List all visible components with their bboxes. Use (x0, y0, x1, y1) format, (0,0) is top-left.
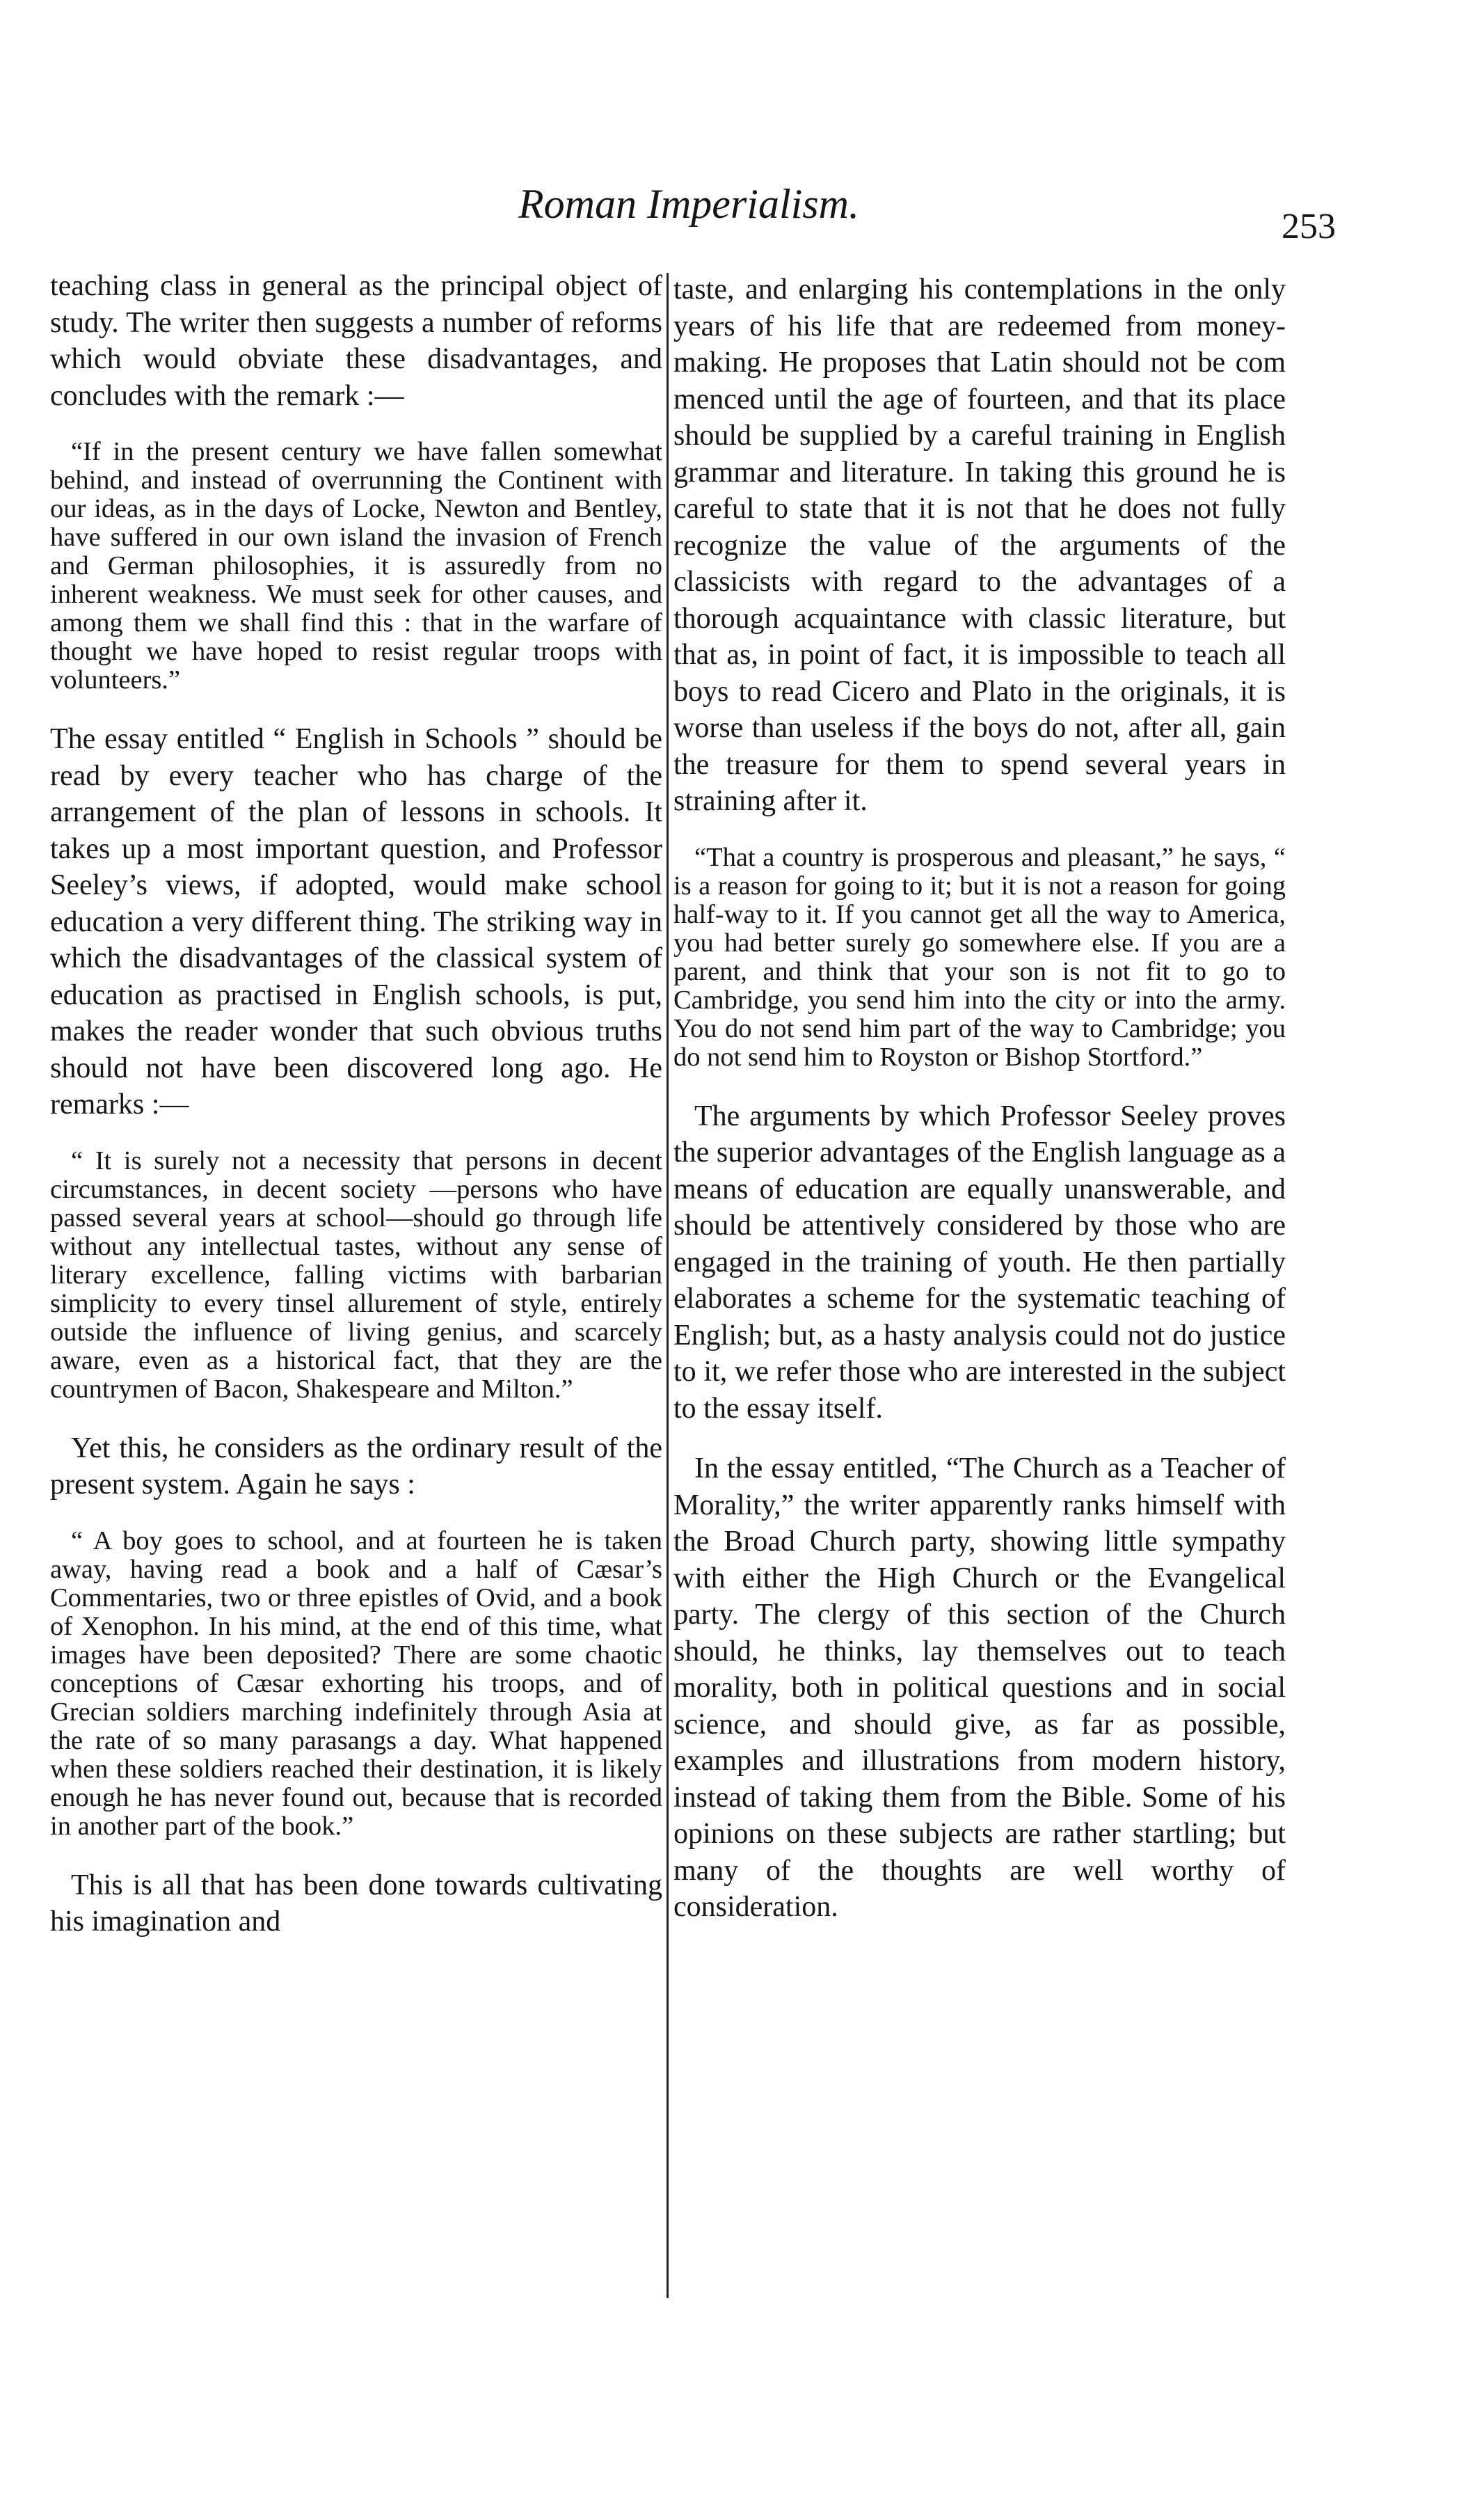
paragraph: taste, and enlarging his contemplations in the only years of his life that are redeemed from money-making. He proposes that Latin should not be com menced until the age of fourteen, and that its place should be supplied by a careful training in English grammar and literature. In taking this ground he is careful to state that it is not that he does not fully recognize the value of the arguments of the classicists with regard to the advantages of a thorough acquaintance with classic literature, but that as, in point of fact, it is impossible to teach all boys to read Cicero and Plato in the originals, it is worse than useless if the boys do not, after all, gain the treasure for them to spend several years in straining after it. (673, 274, 1286, 817)
block-quote: “ A boy goes to school, and at fourteen he is taken away, having read a book and a half of Cæsar’s Commentaries, two or three epistles of Ovid, and a book of Xenophon. In his mind, at the end of this time, what images have been deposited? There are some chaotic conceptions of Cæsar exhorting his troops, and of Grecian soldiers marching indefinitely through Asia at the rate of so many parasangs a day. What happened when these soldiers reached their destination, it is likely enough he has never found out, because that is recorded in another part of the book.” (50, 1526, 662, 1841)
page-number: 253 (1282, 207, 1336, 246)
running-title: Roman Imperialism. (518, 181, 859, 227)
column-divider (667, 273, 669, 2298)
paragraph: teaching class in general as the principal object of study. The writer then suggests a number of reforms which would obviate these disadvantages, and concludes with the remark :— (50, 270, 662, 412)
paragraph: The arguments by which Professor Seeley proves the superior advantages of the English language as a means of education are equally unanswerable, and should be attentively considered by those who are engaged in the training of youth. He then partially elaborates a scheme for the systematic teaching of English; but, as a hasty analysis could not do justice to it, we refer those who are interested in the subject to the essay itself. (673, 1100, 1286, 1425)
paragraph: The essay entitled “ English in Schools ” should be read by every teacher who has charge of the arrangement of the plan of lessons in schools. It takes up a most important question, and Professor Seeley’s views, if adopted, would make school education a very different thing. The striking way in which the disadvantages of the classical system of education as practised in English schools, is put, makes the reader wonder that such obvious truths should not have been discovered long ago. He remarks :— (50, 723, 662, 1120)
paragraph: This is all that has been done towards cultivating his imagination and (50, 1869, 662, 1938)
left-column (50, 268, 662, 1940)
block-quote: “ It is surely not a necessity that persons in decent circumstances, in decent society —persons who have passed several years at school—should go through life without any intellectual tastes, without any sense of literary excellence, falling victims with barbarian simplicity to every tinsel allurement of style, entirely outside the influence of living genius, and scarcely aware, even as a historical fact, that they are the countrymen of Bacon, Shakespeare and Milton.” (50, 1146, 662, 1404)
right-column (673, 271, 1286, 1926)
block-quote: “If in the present century we have fallen somewhat behind, and instead of overrunning the Continent with our ideas, as in the days of Locke, Newton and Bentley, have suffered in our own island the invasion of French and German philosophies, it is assuredly from no inherent weakness. We must seek for other causes, and among them we shall find this : that in the warfare of thought we have hoped to resist regular troops with volunteers.” (50, 437, 662, 695)
paragraph: In the essay entitled, “The Church as a Teacher of Morality,” the writer apparently ranks himself with the Broad Church party, showing little sympathy with either the High Church or the Evangelical party. The clergy of this section of the Church should, he thinks, lay themselves out to teach morality, both in political questions and in social science, and should give, as far as possible, examples and illustrations from modern history, instead of taking them from the Bible. Some of his opinions on these subjects are rather startling; but many of the thoughts are well worthy of consideration. (673, 1452, 1286, 1923)
block-quote: “That a country is prosperous and pleasant,” he says, “ is a reason for going to it; but it is not a reason for going half-way to it. If you cannot get all the way to America, you had better surely go somewhere else. If you are a parent, and think that your son is not fit to go to Cambridge, you send him into the city or into the army. You do not send him part of the way to Cambridge; you do not send him to Royston or Bishop Stortford.” (673, 842, 1286, 1072)
paragraph: Yet this, he considers as the ordinary result of the present system. Again he says : (50, 1432, 662, 1500)
